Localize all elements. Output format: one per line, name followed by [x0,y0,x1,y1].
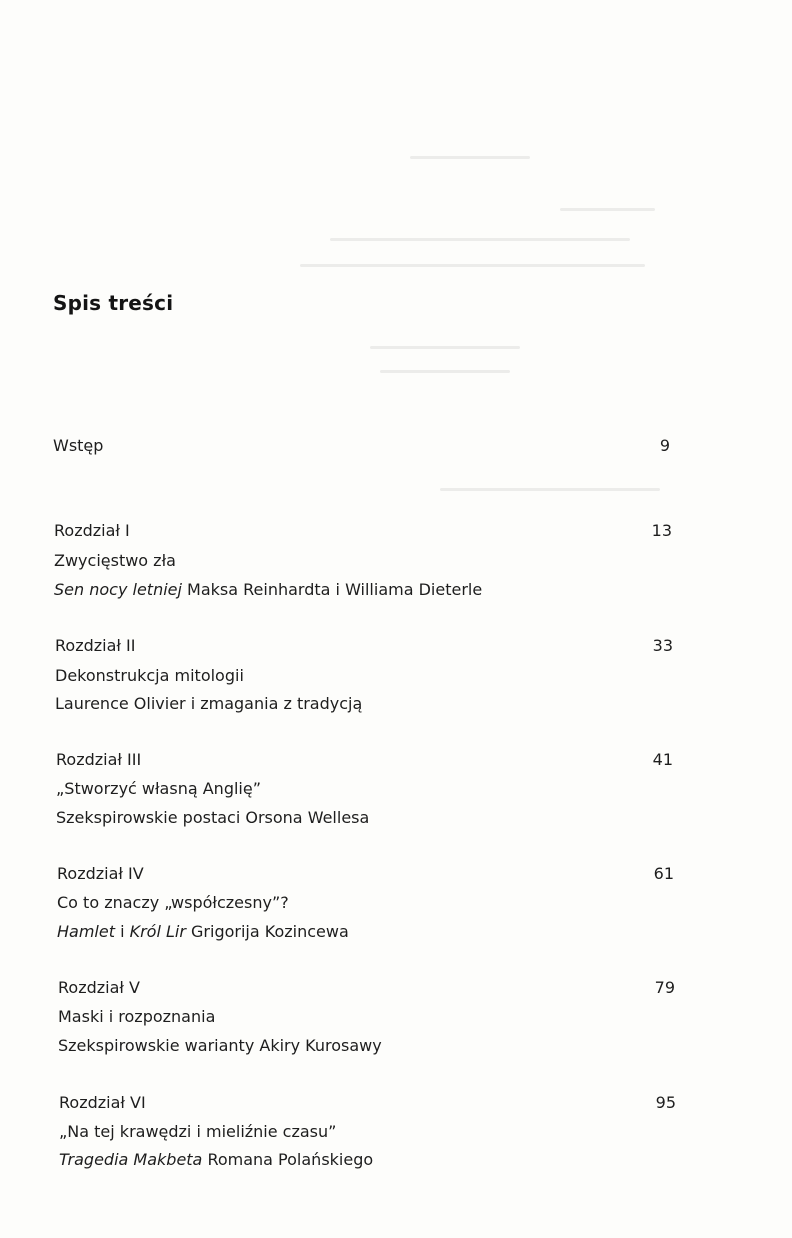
toc-entry-description [58,1036,382,1056]
description-text: Maksa Reinhardta i Williama Dieterle [181,580,483,599]
toc-entry-description [54,580,482,600]
toc-entry-subtitle: „Stworzyć własną Anglię” [56,779,261,798]
toc-entry-description [59,1150,373,1170]
work-title: Sen nocy letniej [54,580,182,599]
toc-entry-label: Rozdział VI [59,1093,146,1112]
work-title: Król Lir [129,922,186,941]
bleed-through-mark [380,370,510,373]
page-title: Spis treści [53,291,174,315]
bleed-through-mark [410,156,530,159]
toc-entry-label: Wstęp [53,436,104,455]
toc-entry-subtitle: Maski i rozpoznania [58,1007,216,1026]
toc-entry-label: Rozdział III [56,750,142,769]
toc-page-number: 95 [655,1093,676,1112]
description-text: Szekspirowskie postaci Orsona Wellesa [56,808,370,827]
toc-entry-label: Rozdział IV [57,864,144,883]
toc-entry-description [55,694,362,714]
toc-page-number: 9 [659,436,670,455]
toc-entry-label: Rozdział V [58,978,140,997]
toc-page-number: 41 [652,750,673,769]
description-text: i [114,922,130,941]
work-title: Hamlet [57,922,115,941]
toc-entry-label: Rozdział I [54,521,130,540]
bleed-through-mark [440,488,660,491]
toc-page-number: 61 [653,864,674,883]
description-text: Grigorija Kozincewa [185,922,349,941]
description-text: Szekspirowskie warianty Akiry Kurosawy [58,1036,382,1055]
work-title: Tragedia Makbeta [59,1150,203,1169]
bleed-through-mark [330,238,630,241]
toc-entry-description [57,922,349,942]
bleed-through-mark [560,208,655,211]
toc-entry-description [56,808,369,828]
description-text: Laurence Olivier i zmagania z tradycją [55,694,363,713]
bleed-through-mark [370,346,520,349]
toc-entry-subtitle: Dekonstrukcja mitologii [55,666,244,685]
bleed-through-mark [300,264,645,267]
toc-entry-label: Rozdział II [55,636,136,655]
description-text: Romana Polańskiego [202,1150,374,1169]
toc-entry-subtitle: Co to znaczy „współczesny”? [57,893,289,912]
toc-entry-subtitle: Zwycięstwo zła [54,551,176,570]
toc-page-number: 33 [652,636,673,655]
toc-entry-subtitle: „Na tej krawędzi i mieliźnie czasu” [59,1122,337,1141]
toc-page-number: 79 [654,978,675,997]
toc-page-number: 13 [651,521,672,540]
